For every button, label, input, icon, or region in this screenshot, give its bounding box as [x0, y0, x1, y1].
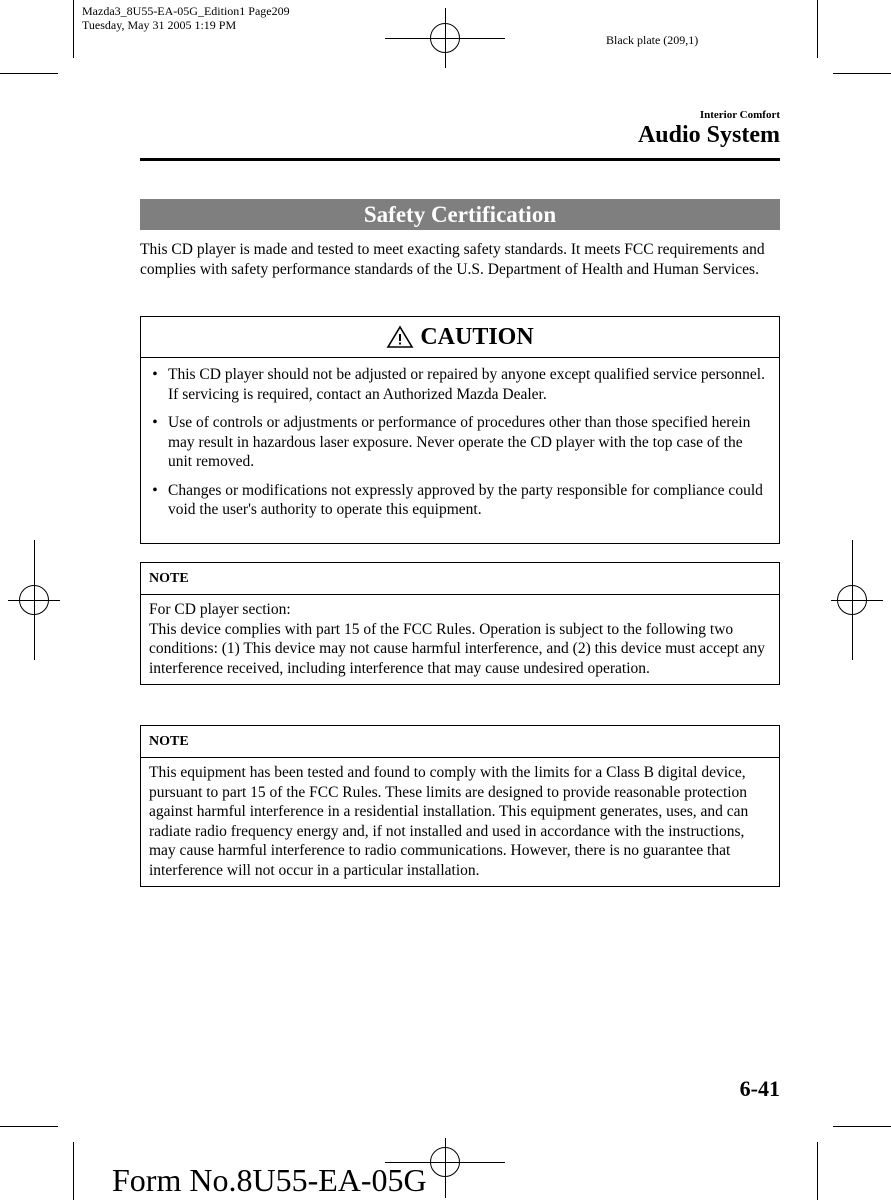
- chapter-title: Audio System: [637, 122, 780, 148]
- caution-item: [152, 365, 767, 404]
- note-label: NOTE: [141, 563, 779, 595]
- caution-item-text: Use of controls or adjustments or performance of procedures other than those specified herein may result in hazardous laser exposure. Never operate the CD player with the top case of the unit removed.: [168, 414, 751, 470]
- caution-header: [141, 317, 779, 358]
- plate-label: Black plate (209,1): [606, 33, 699, 47]
- bullet-icon: •: [152, 481, 158, 499]
- note-body: [141, 595, 779, 684]
- caution-item-text: Changes or modifications not expressly approved by the party responsible for compliance could void the user's authority to operate this equipment.: [168, 481, 763, 518]
- note-label: NOTE: [141, 726, 779, 758]
- note-text: This equipment has been tested and found to comply with the limits for a Class B digital device, pursuant to part 15 of the FCC Rules. These limits are designed to provide reasonable protection against harmful interference in a residential installation. This equipment generates, uses, and can radiate radio frequency energy and, if not installed and used in accordance with the instructions, may cause harmful interference to radio communications. However, there is no guarantee that interference will not occur in a particular installation.: [149, 764, 749, 879]
- print-meta-line1: Mazda3_8U55-EA-05G_Edition1 Page209: [82, 4, 290, 18]
- caution-item: [152, 481, 767, 520]
- page-number: 6-41: [739, 1076, 780, 1101]
- caution-item-extra: If servicing is required, contact an Authorized Mazda Dealer.: [168, 385, 547, 403]
- note-box-cd-player: [140, 562, 780, 685]
- caution-list: [141, 358, 779, 520]
- safety-intro-paragraph: This CD player is made and tested to meet exacting safety standards. It meets FCC requirements and complies with safety performance standards of the U.S. Department of Health and Human Services.: [140, 241, 765, 278]
- safety-certification-heading: Safety Certification: [140, 199, 780, 230]
- note-box-class-b: [140, 725, 780, 887]
- caution-item: [152, 413, 767, 472]
- print-meta-line2: Tuesday, May 31 2005 1:19 PM: [82, 18, 237, 32]
- chapter-rule: [140, 158, 780, 161]
- note-text: This device complies with part 15 of the FCC Rules. Operation is subject to the following two conditions: (1) This device may not cause harmful interference, and (2) this device must accept any interference received, including interference that may cause undesired operation.: [149, 620, 766, 677]
- section-label: Interior Comfort: [699, 109, 780, 121]
- note-first-line: For CD player section:: [149, 601, 291, 618]
- note-body: [141, 758, 779, 886]
- form-number: Form No.8U55-EA-05G: [112, 1162, 427, 1198]
- caution-title: CAUTION: [420, 323, 534, 350]
- print-meta: [82, 4, 290, 32]
- warning-triangle-icon: [386, 325, 414, 349]
- bullet-icon: •: [152, 414, 158, 431]
- caution-item-text: This CD player should not be adjusted or repaired by anyone except qualified service personnel.: [168, 366, 765, 383]
- caution-box: [140, 316, 780, 544]
- bullet-icon: •: [152, 366, 158, 383]
